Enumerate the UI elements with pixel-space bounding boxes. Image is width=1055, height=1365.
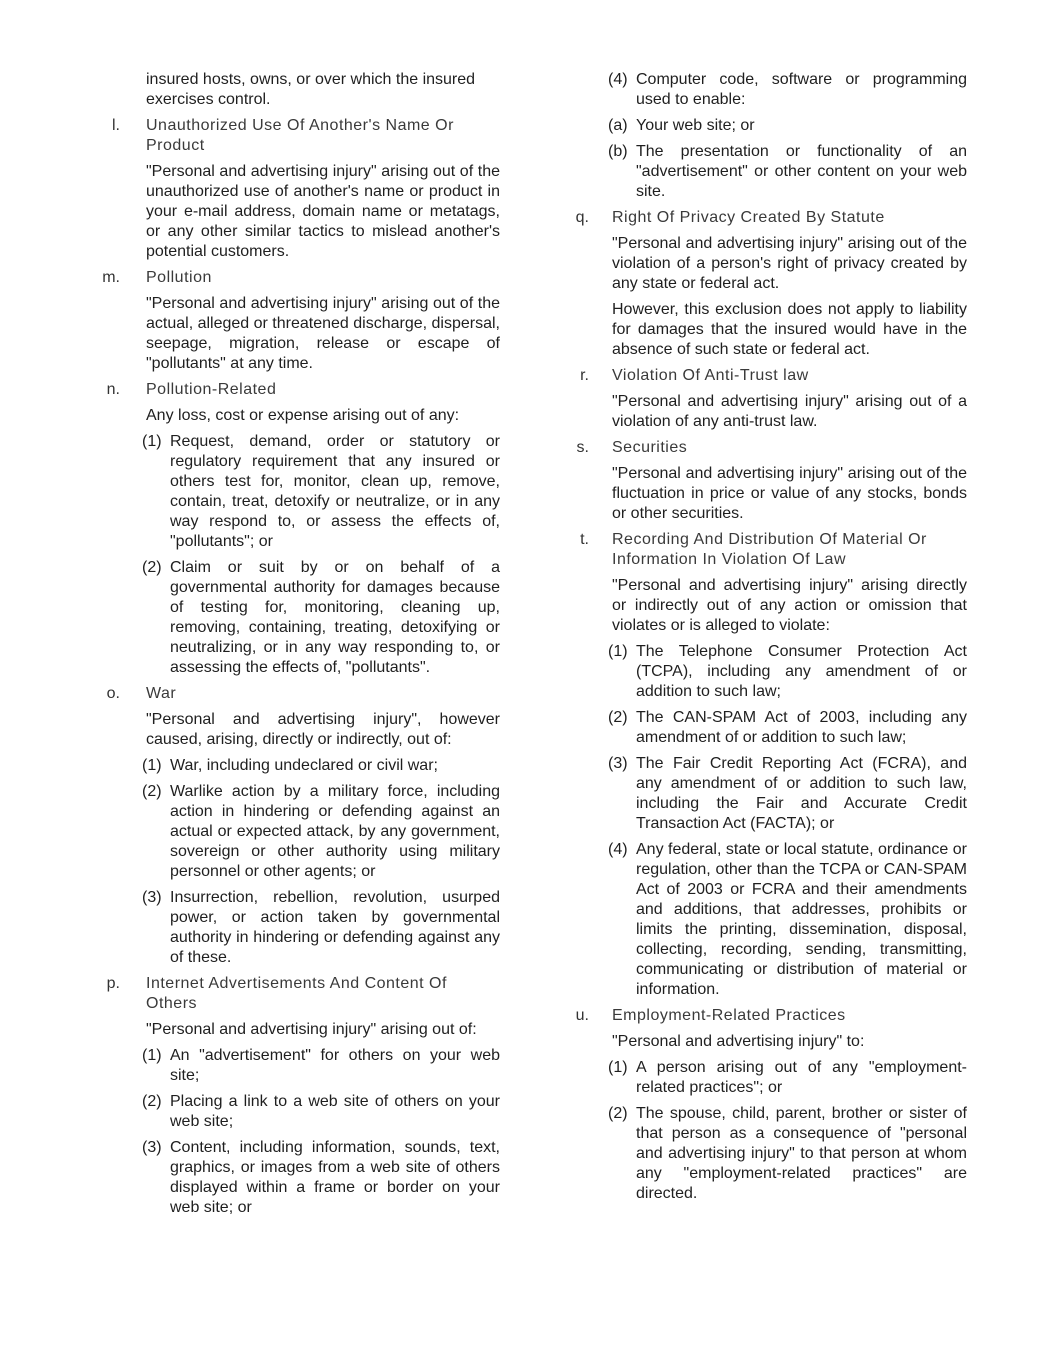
item-label: m. [102,269,120,286]
item-heading: Unauthorized Use Of Another's Name Or Product [146,117,454,154]
item-heading: Securities [612,439,688,456]
exclusion-o [106,684,500,968]
exclusion-r [580,366,967,432]
item-heading: Recording And Distribution Of Material Or Information In Violation Of Law [612,531,927,568]
sub-item: (1) The Telephone Consumer Protection Act (TCPA), including any amendment of or addition to such law; [608,643,967,700]
sub-sub-item: (b) The presentation or functionality of an "advertisement" or other content on your web site. [608,143,967,200]
sub-item: (2) Claim or suit by or on behalf of a governmental authority for damages because of testing for, monitoring, cleaning up, removing, containing, treating, detoxifying or neutralizing, or in any way responding to, or assessing the effects of, "pollutants". [142,559,500,676]
right-column [575,70,967,1210]
sub-item: (2) The CAN-SPAM Act of 2003, including any amendment of or addition to such law; [608,709,967,746]
item-text: "Personal and advertising injury" arising out of the violation of a person's right of privacy created by any state or federal act. [612,235,967,292]
sub-item: (2) Warlike action by a military force, including action in hindering or defending against an actual or expected attack, by any government, sovereign or other authority using military personnel or other agents; or [142,783,500,880]
item-text-exception: However, this exclusion does not apply to liability for damages that the insured would have in the absence of such state or federal act. [612,301,967,358]
exclusion-p [106,974,500,1218]
sub-item: (1) An "advertisement" for others on your web site; [142,1047,500,1084]
exclusion-t [580,530,967,1000]
item-text: "Personal and advertising injury" arising out of a violation of any anti-trust law. [612,393,967,430]
item-label: s. [576,439,589,456]
sub-item: (2) Placing a link to a web site of others on your web site; [142,1093,500,1130]
sub-item: (1) War, including undeclared or civil war; [142,757,438,774]
left-column [102,70,500,1224]
item-heading: Internet Advertisements And Content Of Others [146,975,447,1012]
item-heading: Pollution-Related [146,381,277,398]
item-text: "Personal and advertising injury" arising directly or indirectly out of any action or omission that violates or is alleged to violate: [612,577,967,634]
exclusion-m [102,268,500,374]
item-text: "Personal and advertising injury" to: [612,1033,865,1050]
item-label: n. [106,381,120,398]
item-text: "Personal and advertising injury", however caused, arising, directly or indirectly, out of: [146,711,500,748]
item-text: "Personal and advertising injury" arising out of the actual, alleged or threatened discharge, dispersal, seepage, migration, release or escape of "pollutants" at any time. [146,295,500,372]
item-label: p. [106,975,120,992]
sub-item: (3) Content, including information, sounds, text, graphics, or images from a web site of others displayed within a frame or border on your web site; or [142,1139,500,1216]
exclusion-n [106,380,500,678]
item-label: o. [106,685,120,702]
exclusion-u [575,1006,967,1204]
item-label: r. [580,367,589,384]
item-text: "Personal and advertising injury" arising out of the unauthorized use of another's name or product in your e-mail address, domain name or metatags, or any other similar tactics to mislead another's potential customers. [146,163,500,260]
continuation-text: insured hosts, owns, or over which the insured exercises control. [146,71,476,108]
item-label: t. [580,531,589,548]
item-text: "Personal and advertising injury" arising out of: [146,1021,477,1038]
sub-item: (4) Computer code, software or programming used to enable: [608,71,967,108]
exclusion-l [112,116,500,262]
item-heading: Pollution [146,269,212,286]
item-text: Any loss, cost or expense arising out of any: [146,407,460,424]
exclusion-s [576,438,967,524]
item-label: q. [575,209,589,226]
item-label: l. [112,117,120,134]
item-heading: War [146,685,177,702]
sub-item: (4) Any federal, state or local statute, ordinance or regulation, other than the TCPA or CAN-SPAM Act of 2003 or FCRA and their amendments and additions, that addresses, prohibits or limits the printing, dissemination, disposal, collecting, recording, sending, transmitting, communicating or distribution of material or information. [608,841,967,998]
item-label: u. [575,1007,589,1024]
item-heading: Right Of Privacy Created By Statute [612,209,885,226]
sub-item: (1) A person arising out of any "employment-related practices"; or [608,1059,967,1096]
item-heading: Employment-Related Practices [612,1007,846,1024]
sub-item: (2) The spouse, child, parent, brother or sister of that person as a consequence of "personal and advertising injury" to that person at whom any "employment-related practices" are directed. [608,1105,967,1202]
sub-sub-item: (a) Your web site; or [608,117,755,134]
exclusion-q [575,208,967,360]
sub-item: (3) The Fair Credit Reporting Act (FCRA), and any amendment of or addition to such law, including the Fair and Accurate Credit Transaction Act (FACTA); or [608,755,967,832]
item-text: "Personal and advertising injury" arising out of the fluctuation in price or value of any stocks, bonds or other securities. [612,465,967,522]
item-heading: Violation Of Anti-Trust law [612,367,809,384]
sub-item: (1) Request, demand, order or statutory or regulatory requirement that any insured or others test for, monitor, clean up, remove, contain, treat, detoxify or neutralize, or in any way respond to, or assess the effects of, "pollutants"; or [142,433,500,550]
sub-item: (3) Insurrection, rebellion, revolution, usurped power, or action taken by governmental authority in hindering or defending against any of these. [142,889,500,966]
